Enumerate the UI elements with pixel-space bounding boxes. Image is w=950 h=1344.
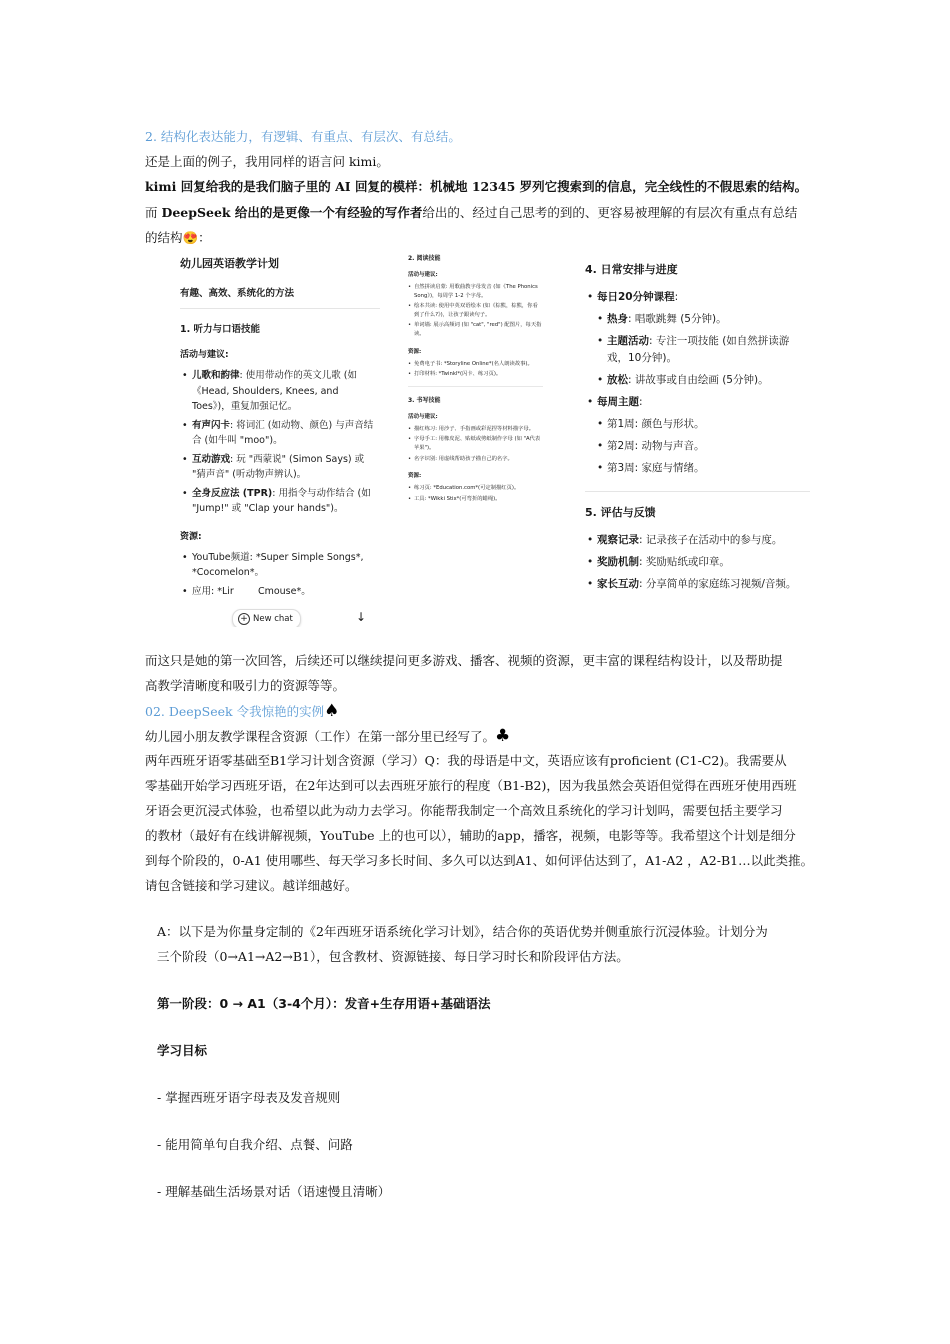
paragraph: 牙语会更沉浸式体验，也希望以此为动力去学习。你能帮我制定一个高效且系统化的学习计划吗，需要包括主要学习: [145, 803, 783, 818]
answer-paragraph: A：以下是为你量身定制的《2年西班牙语系统化学习计划》，结合你的英语优势并侧重旅行沉浸体验。计划分为: [157, 924, 768, 939]
paragraph: 零基础开始学习西班牙语，在2年达到可以去西班牙旅行的程度（B1-B2)，因为我虽然会英语但觉得在西班牙使用西班: [145, 778, 797, 793]
plan-subtitle: 有趣、高效、系统化的方法: [180, 288, 295, 299]
list-item: • 每日20分钟课程:: [585, 289, 810, 306]
list-item: [180, 368, 380, 415]
text-bold: DeepSeek 给出的是更像一个有经验的写作者: [161, 205, 423, 220]
section-title: 3. 书写技能: [408, 396, 441, 404]
list-item: • 打印材料: *Twinkl*(闪卡、练习页)。: [408, 370, 543, 379]
screenshot-column-2: [408, 245, 543, 627]
label: 资源:: [180, 531, 202, 542]
item-bold: 观察记录: [597, 534, 639, 546]
list-item: • 练习页: *Education.com*(可定制描红页)。: [408, 484, 543, 493]
screenshot-column-1: [180, 245, 380, 627]
item-text: : 记录孩子在活动中的参与度。: [639, 534, 783, 546]
label: 资源:: [408, 473, 422, 480]
label: 资源:: [408, 348, 422, 355]
list-item: [585, 372, 810, 389]
item-bold: 每周主题: [597, 396, 639, 408]
paragraph: [145, 204, 797, 222]
list-item: • 单词墙: 展示高频词 (如 "cat", "red") 配图片，每天指读。: [408, 321, 543, 338]
list-item: • YouTube频道: *Super Simple Songs*, *Cocomelon*。: [180, 550, 380, 581]
new-chat-button[interactable]: [232, 609, 301, 627]
item-text: : 奖励贴纸或印章。: [639, 556, 730, 568]
text: 给出的、经过自己思考的到的、更容易被理解的有层次有重点有总结: [422, 205, 798, 220]
section-heading: [145, 702, 339, 721]
paragraph: 高教学清晰度和吸引力的资源等等。: [145, 678, 346, 693]
label: 活动与建议:: [408, 272, 438, 278]
section-title: 1. 听力与口语技能: [180, 324, 261, 335]
paragraph: 还是上面的例子，我用同样的语言问 kimi。: [145, 154, 389, 169]
list-item: • 自然拼读启蒙: 用歌曲教字母发音 (如《The Phonics Song》)，每周学 1-2 个字母。: [408, 283, 543, 300]
list-item: [585, 311, 810, 328]
paragraph: [145, 727, 510, 746]
item-bold: 儿歌和韵律: [192, 370, 240, 381]
item-text: : 专注一项技能 (如自然拼读游戏，10分钟)。: [607, 335, 790, 364]
list-item: • 每周主题:: [585, 394, 810, 411]
text: 幼儿园小朋友教学课程含资源（工作）在第一部分里已经写了。: [145, 729, 496, 744]
divider: [585, 491, 810, 492]
item-bold: 热身: [607, 313, 628, 325]
list-item: [585, 532, 810, 549]
item-text: : 用指令与动作结合 (如 "Jump!" 或 "Clap your hands")。: [192, 487, 371, 514]
screenshot-column-3: [585, 245, 810, 627]
answer-paragraph: 三个阶段（0→A1→A2→B1），包含教材、资源链接、每日学习时长和阶段评估方法。: [157, 949, 629, 964]
plan-title: 幼儿园英语教学计划: [180, 257, 279, 270]
paragraph: 到每个阶段的，0-A1 使用哪些、每天学习多长时间、多久可以达到A1、如何评估达到了，A1-A2 ，A2-B1…以此类推。: [145, 853, 814, 868]
item-text: : 将词汇 (如动物、颜色) 与声音结合 (如牛叫 "moo")。: [192, 419, 374, 446]
item-bold: 奖励机制: [597, 556, 639, 568]
heading-text: 02. DeepSeek 令我惊艳的实例: [145, 704, 325, 719]
list-item: • 字母手工: 用橡皮泥、贴纸或剪纸制作字母 (如 "A代表苹果")。: [408, 435, 543, 452]
embedded-screenshot: [170, 245, 810, 627]
stage-heading: 第一阶段：0 → A1（3-4个月）：发音+生存用语+基础语法: [157, 996, 491, 1011]
list-item: • 第3周: 家庭与情绪。: [585, 460, 810, 477]
label: 活动与建议:: [408, 413, 438, 420]
list-item: [180, 418, 380, 449]
list-item: • 第2周: 动物与声音。: [585, 438, 810, 455]
list-item: [180, 452, 380, 483]
item-bold: 家长互动: [597, 578, 639, 590]
section-heading: 2. 结构化表达能力，有逻辑、有重点、有层次、有总结。: [145, 129, 461, 144]
paragraph-bold: kimi 回复给我的是我们脑子里的 AI 回复的模样：机械地 12345 罗列它搜索到的信息，完全线性的不假思索的结构。: [145, 179, 808, 194]
item-text: : 玩 "西蒙说" (Simon Says) 或 "猜声音" (听动物声辨认)。: [192, 453, 365, 480]
goal-item: - 掌握西班牙语字母表及发音规则: [157, 1090, 341, 1105]
goal-item: - 能用简单句自我介绍、点餐、问路: [157, 1137, 353, 1152]
spade-icon: ♠: [324, 701, 340, 721]
item-text: : 讲故事或自由绘画 (5分钟)。: [628, 374, 769, 386]
item-bold: 互动游戏: [192, 453, 231, 465]
goals-heading: 学习目标: [157, 1043, 208, 1058]
scroll-down-icon[interactable]: ↓: [356, 610, 367, 624]
list-item: [585, 554, 810, 571]
plus-icon: +: [238, 613, 250, 625]
paragraph: 而这只是她的第一次回答，后续还可以继续提问更多游戏、播客、视频的资源，更丰富的课程结构设计，以及帮助提: [145, 653, 783, 668]
list-item: [585, 333, 810, 367]
list-item: • 工具: *Wikki Stix*(可弯折的蜡绳)。: [408, 495, 543, 504]
list-item: • 描红练习: 用沙子、手指画或彩泥捏等材料描字母。: [408, 425, 543, 434]
list-item: [180, 486, 380, 517]
divider: [180, 308, 380, 309]
list-item: [585, 576, 810, 593]
text: 而: [145, 205, 162, 220]
section-title: 2. 阅读技能: [408, 255, 441, 262]
item-bold: 有声闪卡: [192, 419, 231, 431]
divider: [408, 386, 543, 387]
list-item: • 绘本共读: 使用中英双语绘本 (如《棕熊，棕熊，你看到了什么?》)，让孩子跟读句子。: [408, 302, 543, 319]
label: 活动与建议:: [180, 350, 229, 360]
item-bold: 每日20分钟课程: [597, 291, 675, 303]
goal-item: - 理解基础生活场景对话（语速慢且清晰）: [157, 1184, 391, 1199]
paragraph: 的结构😍：: [145, 230, 211, 245]
item-text: : 唱歌跳舞 (5分钟)。: [628, 313, 727, 325]
list-item: • 第1周: 颜色与形状。: [585, 416, 810, 433]
list-item: • 应用: *Lir Cmouse*。: [180, 584, 380, 600]
item-bold: 全身反应法 (TPR): [192, 487, 273, 499]
list-item: • 免费电子书: *Storyline Online*(名人朗读故事)。: [408, 360, 543, 369]
item-bold: 放松: [607, 374, 628, 386]
club-icon: ♣: [495, 726, 511, 746]
section-title: 4. 日常安排与进度: [585, 263, 678, 276]
item-bold: 主题活动: [607, 335, 649, 347]
new-chat-label: New chat: [253, 614, 293, 624]
paragraph: 的教材（最好有在线讲解视频，YouTube 上的也可以），辅助的app，播客，视频，电影等等。我希望这个计划是细分: [145, 828, 796, 843]
item-text: : 使用带动作的英文儿歌 (如《Head, Shoulders, Knees, and Toes》)，重复加强记忆。: [192, 370, 357, 412]
item-text: : 分享简单的家庭练习视频/音频。: [639, 578, 797, 590]
paragraph: 两年西班牙语零基础至B1学习计划含资源（学习）Q：我的母语是中文，英语应该有proficient (C1-C2)。我需要从: [145, 753, 787, 768]
section-title: 5. 评估与反馈: [585, 506, 656, 519]
list-item: • 名字识别: 用虚线帮助孩子描自己的名字。: [408, 455, 543, 464]
paragraph: 请包含链接和学习建议。越详细越好。: [145, 878, 358, 893]
